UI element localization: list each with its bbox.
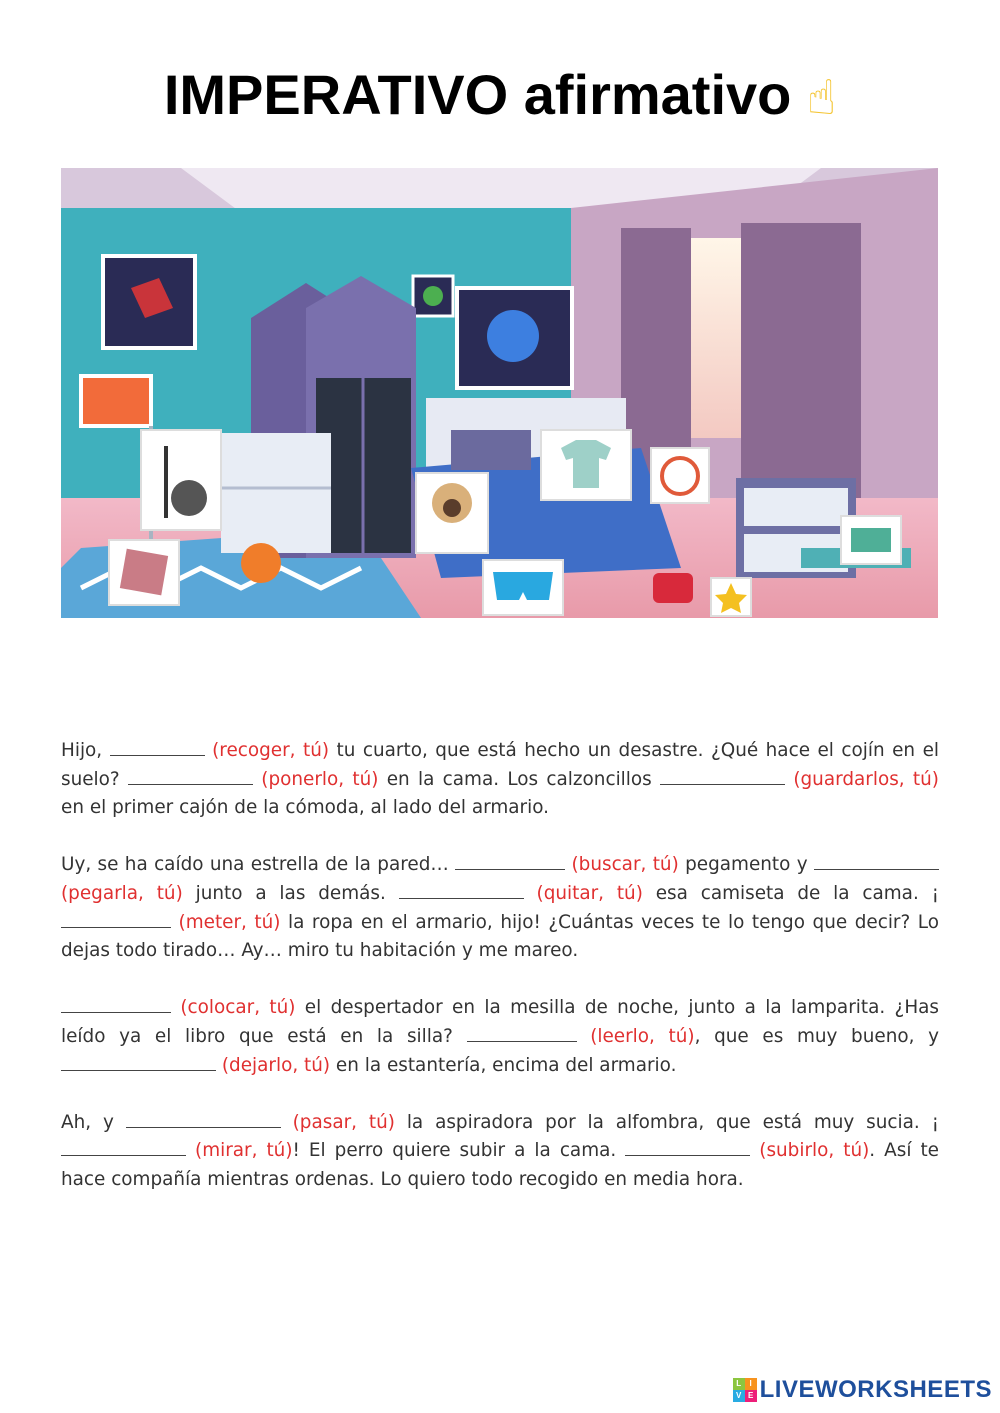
- verb-hint: (leerlo, tú): [590, 1025, 695, 1047]
- bedroom-illustration: [61, 168, 938, 618]
- answer-blank[interactable]: [61, 994, 171, 1013]
- logo-letter-l: L: [733, 1378, 745, 1390]
- alarm-clock-icon: [651, 448, 709, 503]
- answer-blank[interactable]: [660, 766, 785, 785]
- verb-hint: (pasar, tú): [292, 1111, 395, 1133]
- toy-car-icon: [653, 573, 693, 603]
- text-segment: en la estantería, encima del armario.: [330, 1054, 677, 1076]
- liveworksheets-logo-icon: [733, 1378, 757, 1402]
- answer-blank[interactable]: [126, 1109, 281, 1128]
- text-segment: , que es muy bueno, y: [694, 1025, 939, 1047]
- answer-blank[interactable]: [455, 851, 565, 870]
- verb-hint: (subirlo, tú): [759, 1140, 870, 1162]
- pointing-hand-icon: ☝: [806, 70, 837, 126]
- logo-letter-i: I: [745, 1378, 757, 1390]
- answer-blank[interactable]: [61, 909, 171, 928]
- cushion-icon: [109, 540, 179, 605]
- text-segment: Ah, y: [61, 1111, 126, 1133]
- text-segment: Uy, se ha caído una estrella de la pared…: [61, 854, 456, 876]
- paragraph-2: [61, 851, 939, 965]
- text-segment: junto a las demás.: [182, 882, 399, 904]
- logo-letter-e: E: [745, 1390, 757, 1402]
- text-segment: en el primer cajón de la cómoda, al lado del armario.: [61, 797, 549, 819]
- text-segment: tu cuarto, que está hecho un desastre. ¿Qué hace el cojín en el suelo?: [61, 740, 939, 790]
- basketball-icon: [241, 543, 281, 583]
- verb-hint: (buscar, tú): [571, 854, 679, 876]
- verb-hint: (meter, tú): [178, 911, 281, 933]
- verb-hint: (colocar, tú): [180, 997, 296, 1019]
- paragraph-3: [61, 994, 939, 1080]
- text-segment: ! El perro quiere subir a la cama.: [292, 1140, 626, 1162]
- text-segment: esa camiseta de la cama. ¡: [642, 882, 940, 904]
- answer-blank[interactable]: [61, 1137, 186, 1156]
- pug-dog-icon: [416, 473, 488, 553]
- logo-letter-v: V: [733, 1390, 745, 1402]
- verb-hint: (quitar, tú): [536, 882, 643, 904]
- answer-blank[interactable]: [399, 880, 524, 899]
- page-title: [0, 62, 1000, 127]
- text-segment: la ropa en el armario, hijo! ¿Cuántas veces te lo tengo que decir? Lo dejas todo tirado… Ay… miro tu habitación y me mareo.: [61, 911, 939, 962]
- title-text: IMPERATIVO afirmativo: [163, 63, 792, 126]
- answer-blank[interactable]: [467, 1023, 577, 1042]
- liveworksheets-footer[interactable]: [733, 1377, 992, 1403]
- verb-hint: (mirar, tú): [195, 1140, 293, 1162]
- star-icon: [711, 578, 751, 616]
- text-segment: la aspiradora por la alfombra, que está muy sucia. ¡: [394, 1111, 939, 1133]
- verb-hint: (recoger, tú): [212, 740, 330, 761]
- answer-blank[interactable]: [110, 737, 205, 756]
- text-segment: Hijo,: [61, 740, 110, 761]
- brand-name: LIVEWORKSHEETS: [759, 1376, 992, 1403]
- text-segment: pegamento y: [678, 854, 814, 876]
- paragraph-1: [61, 737, 939, 823]
- verb-hint: (dejarlo, tú): [221, 1054, 331, 1076]
- underpants-icon: [483, 560, 563, 615]
- answer-blank[interactable]: [128, 766, 253, 785]
- exercise-text: [61, 737, 939, 1223]
- vacuum-icon: [141, 430, 221, 530]
- text-segment: el despertador en la mesilla de noche, junto a la lamparita. ¿Has leído ya el libro que está en la silla?: [61, 997, 939, 1047]
- verb-hint: (guardarlos, tú): [793, 768, 939, 790]
- answer-blank[interactable]: [625, 1137, 750, 1156]
- paragraph-4: [61, 1109, 939, 1195]
- text-segment: en la cama. Los calzoncillos: [378, 768, 661, 790]
- tshirt-icon: [541, 430, 631, 500]
- answer-blank[interactable]: [814, 851, 939, 870]
- book-icon: [841, 516, 901, 564]
- verb-hint: (pegarla, tú): [61, 882, 183, 904]
- answer-blank[interactable]: [61, 1052, 216, 1071]
- text-segment: . Así te hace compañía mientras ordenas. Lo quiero todo recogido en media hora.: [61, 1140, 939, 1190]
- verb-hint: (ponerlo, tú): [261, 768, 379, 790]
